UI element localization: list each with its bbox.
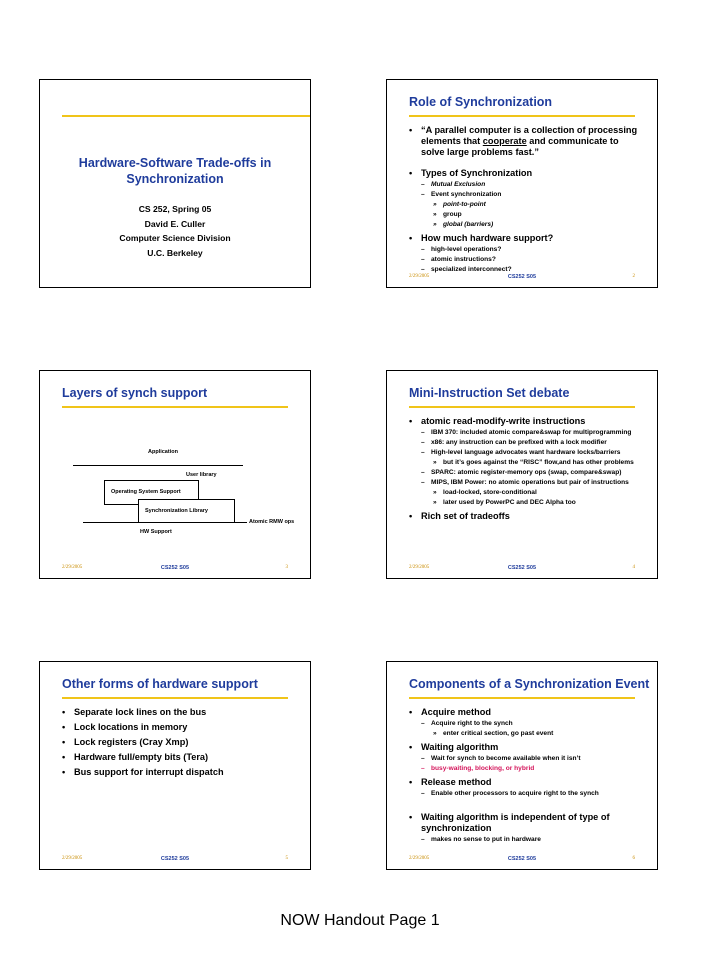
sub-ibm: – IBM 370: included atomic compare&swap for multiprogramming [409,429,639,437]
sub-acquire: – Acquire right to the synch [409,720,639,728]
title-rule [409,115,635,117]
sub-independent: – makes no sense to put in hardware [409,836,639,844]
title-rule [62,406,288,408]
footer-course: CS252 S05 [507,274,537,280]
title-rule [409,406,635,408]
bullet-item: • Hardware full/empty bits (Tera) [62,752,292,763]
footer-page: 6 [632,856,635,861]
sub-mutex: – Mutual Exclusion [409,181,639,189]
label-application: Application [148,449,178,455]
line-atomic-rmw [83,522,247,523]
footer-date: 2/29/2005 [409,565,430,570]
footer-course: CS252 S05 [507,856,537,862]
handout-footer: NOW Handout Page 1 [280,912,440,929]
bullet-waiting: • Waiting algorithm [409,742,639,753]
footer-date: 2/29/2005 [62,856,83,861]
subsub-acquire: » enter critical section, go past event [409,730,639,738]
title-rule [409,697,635,699]
label-sync-library: Synchronization Library [145,508,208,514]
bullet-atomic-rmw: • atomic read-modify-write instructions [409,416,639,427]
bullet-item: • Bus support for interrupt dispatch [62,767,292,778]
bullet-how-much: • How much hardware support? [409,233,639,244]
slide-title: Components of a Synchronization Event [409,677,650,691]
slide-title: Mini-Instruction Set debate [409,386,570,400]
sub-atomic: – atomic instructions? [409,256,639,264]
slide-6 [386,661,658,870]
slide-2 [386,79,658,288]
presentation-info [40,202,310,260]
bullet-acquire: • Acquire method [409,707,639,718]
presentation-title: Hardware-Software Trade-offs in Synchronization [78,156,272,186]
subsub-llsc: » load-locked, store-conditional [409,489,639,497]
slide-title: Layers of synch support [62,386,208,400]
bullet-quote: • “A parallel computer is a collection of processing elements that cooperate and communicate to solve large problems fast.” [409,125,639,158]
slide-footer [62,856,288,865]
label-user-library: User library [186,472,217,478]
sub-event: – Event synchronization [409,191,639,199]
bullet-item: • Separate lock lines on the bus [62,707,292,718]
slide-footer [409,565,635,574]
sub-waiting: – Wait for synch to become available when it isn’t [409,755,639,763]
slide-footer [409,856,635,865]
slide-3 [39,370,311,579]
course-name: CS 252, Spring 05 [138,204,212,214]
bullet-item: • Lock registers (Cray Xmp) [62,737,292,748]
footer-course: CS252 S05 [160,565,190,571]
sub-interconnect: – specialized interconnect? [409,266,639,274]
slide-title: Other forms of hardware support [62,677,258,691]
footer-date: 2/29/2005 [409,856,430,861]
footer-page: 4 [632,565,635,570]
footer-date: 2/29/2005 [62,565,83,570]
slide-footer [409,274,635,283]
bullet-independent: • Waiting algorithm is independent of type of synchronization [409,812,639,834]
bullet-types: • Types of Synchronization [409,168,639,179]
footer-page: 2 [632,274,635,279]
footer-page: 5 [285,856,288,861]
label-atomic-rmw: Atomic RMW ops [249,519,295,525]
subsub-later: » later used by PowerPC and DEC Alpha too [409,499,639,507]
institution: U.C. Berkeley [147,247,203,258]
footer-course: CS252 S05 [160,856,190,862]
slide-5 [39,661,311,870]
sub-sparc: – SPARC: atomic register-memory ops (swap, compare&swap) [409,469,639,477]
subsub-group: » group [409,211,639,219]
division: Computer Science Division [119,233,231,243]
bullet-tradeoffs: • Rich set of tradeoffs [409,511,639,522]
sub-waiting-options: – busy-waiting, blocking, or hybrid [409,765,639,773]
footer-date: 2/29/2005 [409,274,430,279]
slide-1 [39,79,311,288]
author: David E. Culler [144,218,206,229]
bullet-item: • Lock locations in memory [62,722,292,733]
line-application [73,465,243,466]
slide-title: Role of Synchronization [409,95,553,109]
title-rule [62,697,288,699]
subsub-risc: » but it’s goes against the “RISC” flow,and has other problems [409,459,639,467]
slide-4 [386,370,658,579]
subsub-p2p: » point-to-point [409,201,639,209]
title-rule [62,115,310,117]
footer-course: CS252 S05 [507,565,537,571]
sub-x86: – x86: any instruction can be prefixed with a lock modifier [409,439,639,447]
sub-mips: – MIPS, IBM Power: no atomic operations but pair of instructions [409,479,639,487]
bullet-release: • Release method [409,777,639,788]
subsub-global: » global (barriers) [409,221,639,229]
sub-hl: – high-level operations? [409,246,639,254]
label-os-support: Operating System Support [111,489,181,495]
sub-hll: – High-level language advocates want hardware locks/barriers [409,449,639,457]
label-hw-support: HW Support [140,529,172,535]
slide-footer [62,565,288,574]
sub-release: – Enable other processors to acquire right to the synch [409,790,639,798]
footer-page: 3 [285,565,288,570]
